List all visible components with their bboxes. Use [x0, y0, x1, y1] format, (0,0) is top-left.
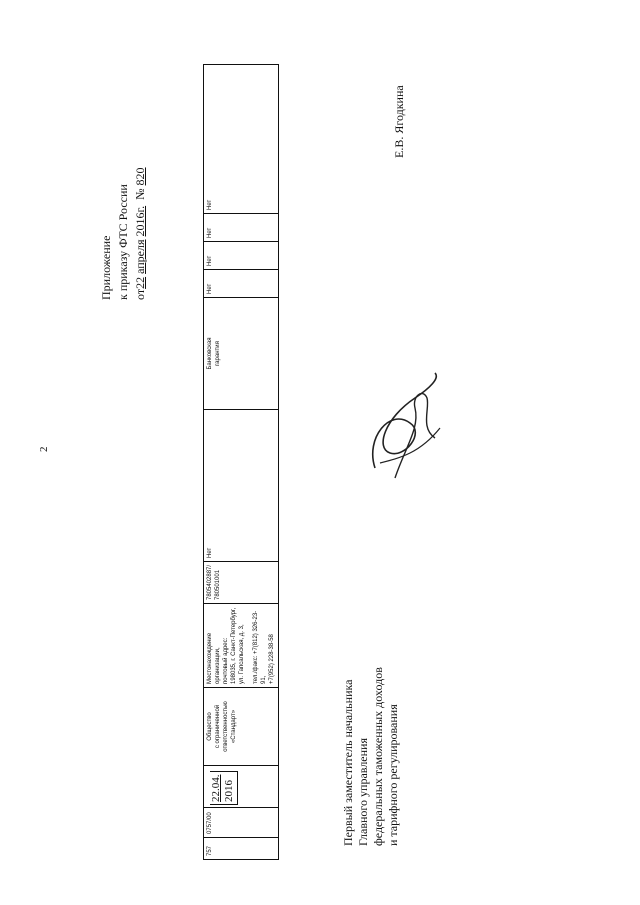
cell-net-4: Нет [204, 214, 279, 242]
cell-net-2: Нет [204, 270, 279, 298]
org-name-line: с ограниченной [215, 704, 221, 749]
date-stamp [210, 772, 238, 806]
cell-organization-name [204, 688, 279, 766]
date-year: 2016 [223, 780, 235, 802]
header-line-appendix: Приложение [99, 235, 113, 300]
org-name-line: ответственностью [223, 701, 229, 752]
guarantee-line: Банковская [207, 337, 213, 370]
signer-line: Главного управления [356, 738, 370, 846]
signer-line: Первый заместитель начальника [341, 679, 355, 846]
header-from: от [133, 288, 147, 300]
signer-position [341, 667, 401, 846]
cell-net-1: Нет [204, 410, 279, 562]
cell-guarantee [204, 298, 279, 410]
header-month: апреля [133, 239, 147, 274]
header-order-number: 820 [133, 167, 147, 186]
address-line: +7(952) 228-38-58 [269, 634, 275, 684]
cell-net-5: Нет [204, 65, 279, 214]
guarantee-line: гарантия [215, 341, 221, 366]
appendix-header [98, 167, 149, 300]
registry-table [203, 65, 278, 860]
header-number-sign: № [133, 188, 147, 200]
signer-line: федеральных таможенных доходов [371, 667, 385, 846]
header-day: 22 [133, 276, 147, 289]
inn-line: 7805402887/ [207, 564, 213, 600]
cell-row-number: 757 [204, 838, 279, 860]
handwritten-signature [365, 368, 445, 488]
cell-registry-number: 0757/00 [204, 808, 279, 838]
cell-net-3: Нет [204, 242, 279, 270]
cell-inn-kpp [204, 562, 279, 604]
org-name-line: «Стандарт» [231, 709, 237, 744]
table-row [204, 65, 279, 860]
address-line: 198035, г. Санкт-Петербург, [231, 607, 237, 684]
signer-line: и тарифного регулирования [386, 704, 400, 846]
address-line: ул. Гапсальская, д. 3, [239, 624, 245, 684]
cell-address [204, 604, 279, 688]
address-line: почтовый адрес: [223, 637, 229, 684]
header-line-order: к приказу ФТС России [116, 184, 130, 300]
kpp-line: 780501001 [215, 569, 221, 600]
cell-date [204, 766, 279, 808]
page-number: 2 [38, 446, 50, 452]
org-name-line: Общество [207, 712, 213, 741]
header-line-date [132, 167, 149, 300]
signer-name: Е.В. Ягодкина [392, 85, 406, 158]
header-year: 2016г. [133, 205, 147, 237]
date-day-month: 22.04. [210, 774, 222, 802]
address-line: тел./факс: +7(812) 326-23-91, [253, 610, 267, 684]
address-line: Местонахождение организации, [207, 632, 221, 684]
